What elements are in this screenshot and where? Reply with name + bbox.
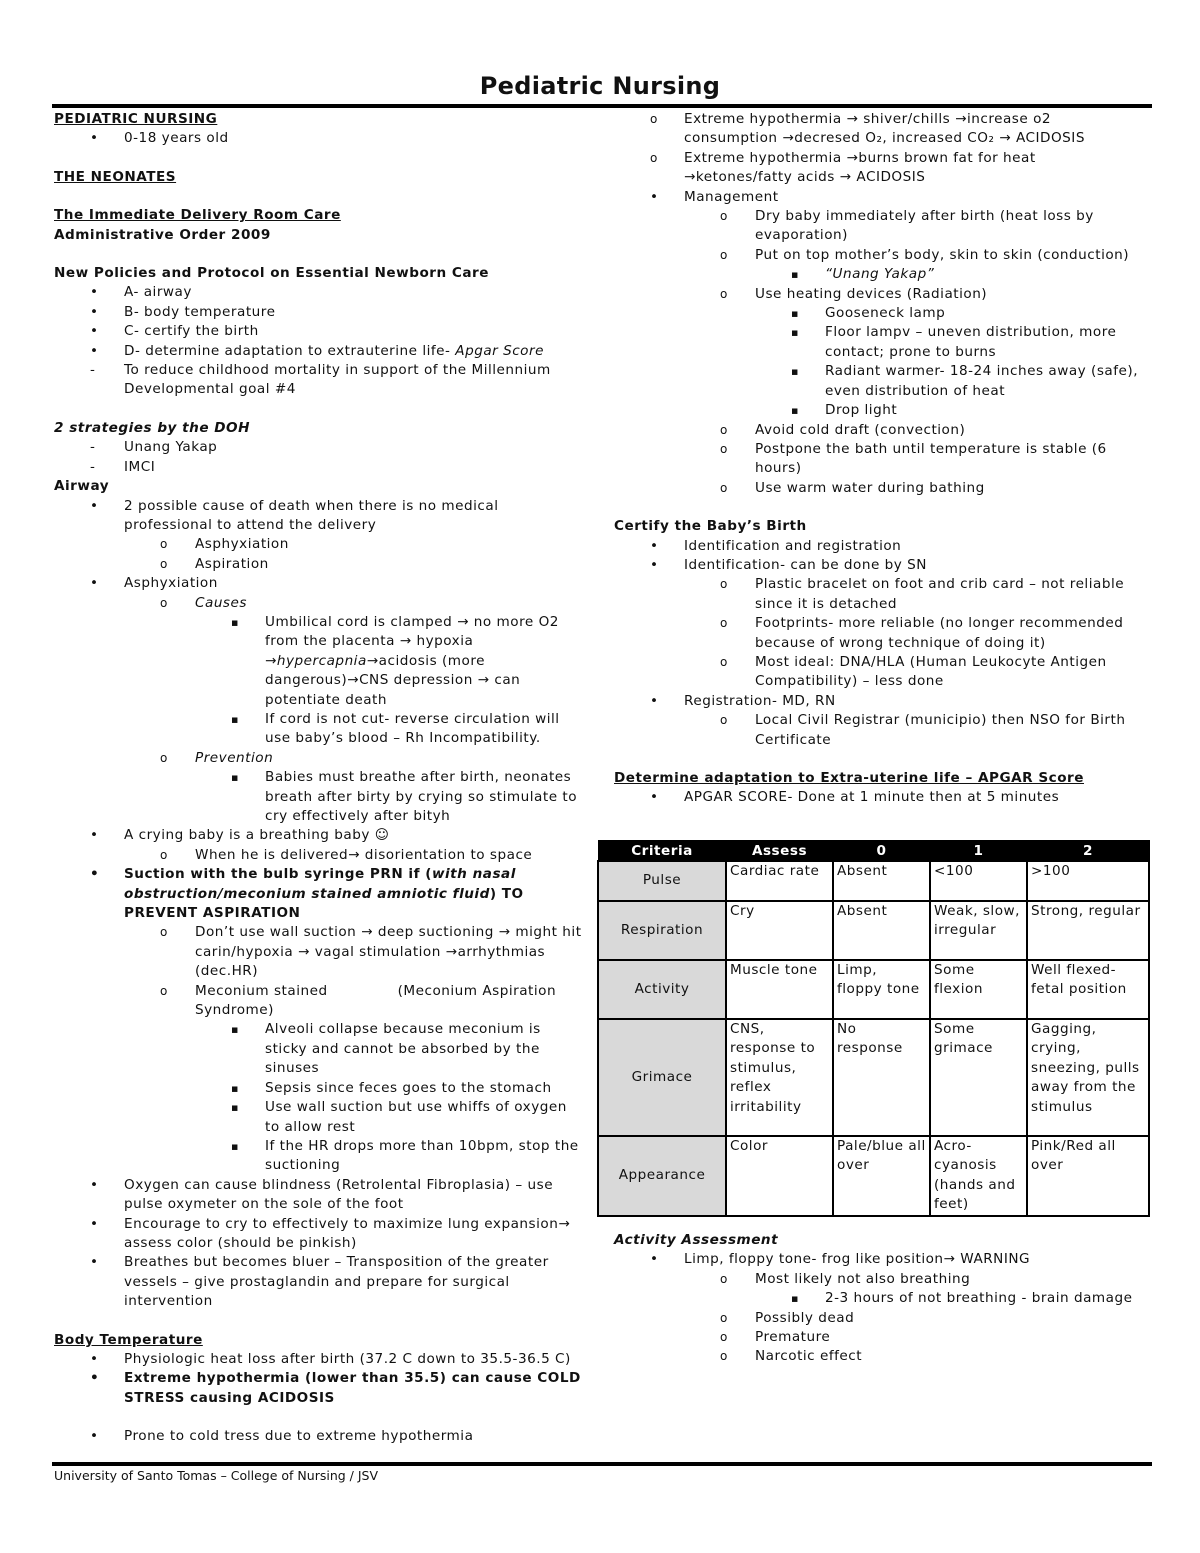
table-cell: Limp, floppy tone [833,960,930,1019]
table-cell: Some grimace [930,1019,1027,1136]
list-item: • Identification and registration [614,537,1148,556]
list-item: • Physiologic heat loss after birth (37.2 C down to 35.5-36.5 C) [54,1350,582,1369]
list-item: • A- airway [54,283,582,302]
table-cell: Strong, regular [1027,901,1149,960]
column-header: 2 [1027,841,1149,862]
criteria-cell: Pulse [598,861,726,901]
list-item: o Plastic bracelet on foot and crib card – not reliable since it is detached [614,575,1148,614]
list-item: o Put on top mother’s body, skin to skin (conduction) [614,246,1148,265]
list-item: • Asphyxiation [54,574,582,593]
criteria-cell: Appearance [598,1136,726,1216]
section-heading: Determine adaptation to Extra-uterine life – APGAR Score [614,770,1084,786]
section-heading: Body Temperature [54,1331,203,1348]
table-cell: >100 [1027,861,1149,901]
criteria-cell: Grimace [598,1019,726,1136]
apgar-table [597,840,1150,1217]
column-header: 1 [930,841,1027,862]
list-item: • Management [614,188,1148,207]
section-heading: Certify the Baby’s Birth [614,518,807,535]
table-cell: Gagging, crying, sneezing, pulls away from the stimulus [1027,1019,1149,1136]
table-header-row [598,841,1149,862]
list-item: • Encourage to cry to effectively to maximize lung expansion→ assess color (should be pinkish) [54,1215,582,1254]
subheading: Administrative Order 2009 [54,226,271,243]
table-cell: Cry [726,901,833,960]
list-item: • Breathes but becomes bluer – Transposition of the greater vessels – give prostaglandin and prepare for surgical intervention [54,1253,582,1311]
list-item: • A crying baby is a breathing baby ☺ [54,826,582,845]
list-item: o Don’t use wall suction → deep suctioning → might hit carin/hypoxia → vagal stimulation →arrhythmias (dec.HR) [54,923,582,981]
list-item: o When he is delivered→ disorientation to space [54,846,582,865]
list-item: o Possibly dead [614,1309,1148,1328]
section-heading: Activity Assessment [614,1232,779,1248]
left-column [54,110,582,1447]
page-title: Pediatric Nursing [479,72,721,100]
section-heading: The Immediate Delivery Room Care [54,207,341,224]
list-item: • C- certify the birth [54,322,582,341]
list-item: o Postpone the bath until temperature is stable (6 hours) [614,440,1148,479]
right-column [614,110,1148,808]
list-item: • Prone to cold tress due to extreme hypothermia [54,1427,582,1446]
list-item: ▪ Alveoli collapse because meconium is sticky and cannot be absorbed by the sinuses [54,1020,582,1078]
list-item: ▪ “Unang Yakap” [614,265,1148,284]
list-item: ▪ Umbilical cord is clamped → no more O2 from the placenta → hypoxia →hypercapnia→acidosis (more dangerous)→CNS depression → can potentiate death [54,613,582,710]
subheading: Airway [54,478,110,495]
table-cell: Absent [833,901,930,960]
footer-text: University of Santo Tomas – College of Nursing / JSV [54,1468,379,1483]
list-item: • Extreme hypothermia (lower than 35.5) can cause COLD STRESS causing ACIDOSIS [54,1369,582,1408]
list-item: o Dry baby immediately after birth (heat loss by evaporation) [614,207,1148,246]
top-rule [52,104,1152,108]
list-item: • 0-18 years old [54,129,582,148]
table-row [598,1136,1149,1216]
list-item: ▪ Gooseneck lamp [614,304,1148,323]
table-cell: Acro-cyanosis (hands and feet) [930,1136,1027,1216]
section-heading: THE NEONATES [54,168,177,185]
list-item: o Causes [54,594,582,613]
list-item: • Suction with the bulb syringe PRN if (with nasal obstruction/meconium stained amniotic fluid) TO PREVENT ASPIRATION [54,865,582,923]
table-cell: Absent [833,861,930,901]
list-item: o Use heating devices (Radiation) [614,285,1148,304]
list-item: ▪ Floor lampv – uneven distribution, more contact; prone to burns [614,323,1148,362]
table-row [598,861,1149,901]
list-item: ▪ 2-3 hours of not breathing - brain damage [614,1289,1148,1308]
list-item: o Local Civil Registrar (municipio) then NSO for Birth Certificate [614,711,1148,750]
table-cell: Muscle tone [726,960,833,1019]
table-cell: Well flexed- fetal position [1027,960,1149,1019]
list-item: • 2 possible cause of death when there is no medical professional to attend the delivery [54,497,582,536]
table-cell: Some flexion [930,960,1027,1019]
bottom-rule [52,1462,1152,1466]
list-item: o Asphyxiation [54,535,582,554]
list-item: • D- determine adaptation to extrauterine life- Apgar Score [54,342,582,361]
list-item: ▪ If cord is not cut- reverse circulation will use baby’s blood – Rh Incompatibility. [54,710,582,749]
subheading: New Policies and Protocol on Essential Newborn Care [54,265,489,282]
list-item: ▪ Drop light [614,401,1148,420]
list-item: ▪ Radiant warmer- 18-24 inches away (safe), even distribution of heat [614,362,1148,401]
subheading: 2 strategies by the DOH [54,419,250,436]
table-cell: Color [726,1136,833,1216]
criteria-cell: Respiration [598,901,726,960]
list-item: • APGAR SCORE- Done at 1 minute then at 5 minutes [614,788,1148,807]
column-header: Assess [726,841,833,862]
activity-assessment-section [614,1231,1148,1367]
table-cell: Cardiac rate [726,861,833,901]
section-heading: PEDIATRIC NURSING [54,111,218,127]
list-item: ▪ Babies must breathe after birth, neonates breath after birty by crying so stimulate to cry effectively after bityh [54,768,582,826]
list-item: • Identification- can be done by SN [614,556,1148,575]
list-item: • Oxygen can cause blindness (Retrolental Fibroplasia) – use pulse oxymeter on the sole of the foot [54,1176,582,1215]
table-cell: No response [833,1019,930,1136]
list-item: o Aspiration [54,555,582,574]
table-row [598,901,1149,960]
list-item: o Meconium stained (Meconium Aspiration Syndrome) [54,982,582,1021]
list-item: - Unang Yakap [54,438,582,457]
list-item: • Registration- MD, RN [614,692,1148,711]
list-item: o Extreme hypothermia → shiver/chills →increase o2 consumption →decresed O₂, increased CO₂ → ACIDOSIS [614,110,1148,149]
table-cell: CNS, response to stimulus, reflex irritability [726,1019,833,1136]
list-item: o Most likely not also breathing [614,1270,1148,1289]
list-item: ▪ Use wall suction but use whiffs of oxygen to allow rest [54,1098,582,1137]
column-header: Criteria [598,841,726,862]
list-item: o Extreme hypothermia →burns brown fat for heat →ketones/fatty acids → ACIDOSIS [614,149,1148,188]
list-item: o Use warm water during bathing [614,479,1148,498]
list-item: - To reduce childhood mortality in support of the Millennium Developmental goal #4 [54,361,582,400]
list-item: o Avoid cold draft (convection) [614,421,1148,440]
list-item: • B- body temperature [54,303,582,322]
table-cell: Weak, slow, irregular [930,901,1027,960]
column-header: 0 [833,841,930,862]
list-item: ▪ If the HR drops more than 10bpm, stop the suctioning [54,1137,582,1176]
table-cell: Pale/blue all over [833,1136,930,1216]
list-item: o Footprints- more reliable (no longer recommended because of wrong technique of doing it) [614,614,1148,653]
table-row [598,960,1149,1019]
list-item: ▪ Sepsis since feces goes to the stomach [54,1079,582,1098]
table-cell: Pink/Red all over [1027,1136,1149,1216]
criteria-cell: Activity [598,960,726,1019]
list-item: • Limp, floppy tone- frog like position→ WARNING [614,1250,1148,1269]
list-item: o Premature [614,1328,1148,1347]
list-item: o Prevention [54,749,582,768]
list-item: o Narcotic effect [614,1347,1148,1366]
table-cell: <100 [930,861,1027,901]
list-item: - IMCI [54,458,582,477]
table-row [598,1019,1149,1136]
list-item: o Most ideal: DNA/HLA (Human Leukocyte Antigen Compatibility) – less done [614,653,1148,692]
